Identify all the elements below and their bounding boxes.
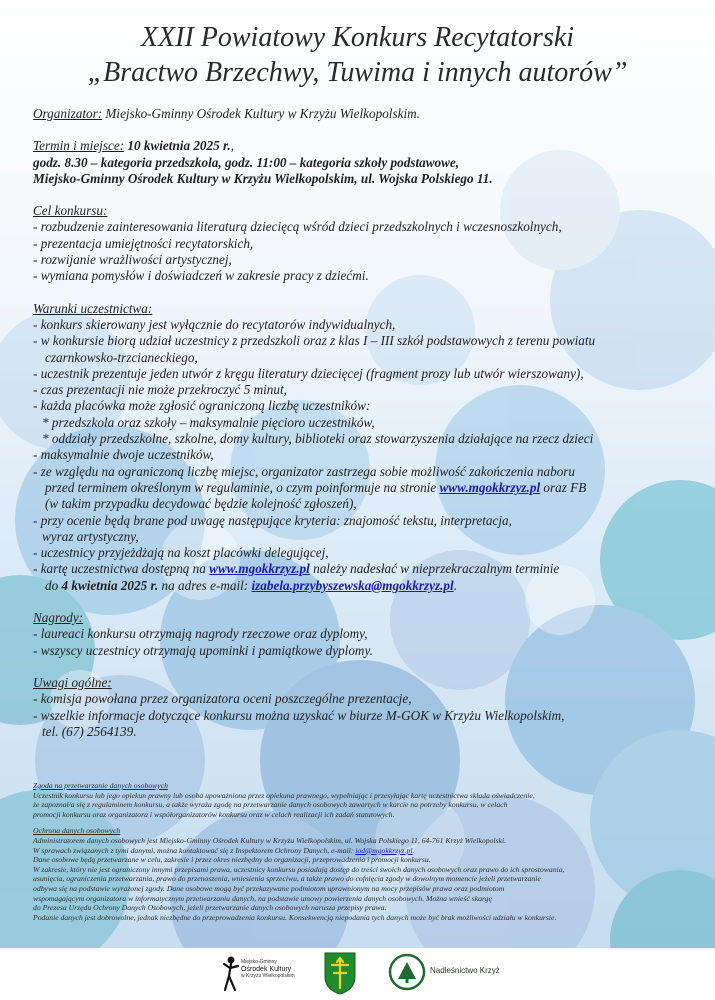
email-link[interactable]: izabela.przybyszewska@mgokkrzyz.pl: [251, 577, 454, 593]
general-item: - wszelkie informacje dotyczące konkursu można uzyskać w biurze M-GOK w Krzyżu Wielkopolskim,: [33, 707, 565, 723]
privacy-line: W zakresie, który nie jest ograniczony innymi przepisami prawa, uczestnicy konkursu posiadają dostęp do treści swoich danych osobowych oraz prawo do ich sprostowania,: [33, 864, 565, 874]
awards-label: Nagrody:: [33, 610, 84, 626]
condition-text: oraz FB: [540, 479, 587, 495]
privacy-line: Dane osobowe będą przetwarzane w celu, zakresie i przez okres niezbędny do organizacji, przeprowadzenia i promocji konkursu.: [33, 855, 431, 865]
consent-line: Uczestnik konkursu lub jego opiekun prawny lub osoba upoważniona przez opiekuna prawnego, wypełniając i przesyłając kartę uczestnictwa składa oświadczenie,: [33, 790, 535, 800]
condition-text: do: [45, 577, 62, 593]
mgok-logo-line2: Ośrodek Kultury: [241, 966, 292, 973]
page-subtitle: „Bractwo Brzechwy, Tuwima i innych autorów”: [87, 57, 628, 88]
privacy-line: [33, 846, 683, 856]
deadline-date: 4 kwietnia 2025 r.: [61, 577, 159, 593]
schedule-line1: [33, 138, 683, 154]
website-link[interactable]: www.mgokkrzyz.pl: [439, 479, 541, 495]
goal-item: - wymiana pomysłów i doświadczeń w zakresie pracy z dziećmi.: [33, 268, 369, 284]
mgok-logo: [223, 954, 303, 998]
privacy-text: .: [412, 845, 415, 855]
condition-item: - uczestnik prezentuje jeden utwór z kręgu literatury dziecięcej (fragment prozy lub utwór wierszowany),: [33, 365, 584, 381]
privacy-line: odbywa się na podstawie wyrażonej zgody. Dane osobowe mogą być przekazywane podmiotom uprawnionym na mocy przepisów prawa oraz podmiotom: [33, 883, 505, 893]
schedule-line3: Miejsko-Gminny Ośrodek Kultury w Krzyżu Wielkopolskim, ul. Wojska Polskiego 11.: [33, 170, 493, 186]
legal-notes: [33, 781, 683, 922]
schedule-label: Termin i miejsce:: [33, 138, 125, 154]
goal-item: - prezentacja umiejętności recytatorskich,: [33, 235, 254, 251]
logo-footer: [0, 948, 715, 1000]
privacy-line: Administratorem danych osobowych jest Miejsko-Gminny Ośrodek Kultury w Krzyżu Wielkopolskim, ul. Wojska Polskiego 11, 64-761 Krzyż Wielkopolski.: [33, 835, 507, 845]
mgok-logo-line3: w Krzyżu Wielkopolskim: [241, 973, 295, 979]
condition-subitem: * przedszkola oraz szkoły – maksymalnie pięcioro uczestników,: [42, 414, 375, 430]
page-title: XXII Powiatowy Konkurs Recytatorski: [140, 22, 575, 53]
privacy-line: wspomagającym organizatora w informatycznym przetwarzaniu danych, na podstawie umowy powierzenia danych osobowych. Można wnieść skargę: [33, 893, 492, 903]
schedule-date-suffix: ,: [230, 138, 235, 154]
condition-item: (w takim przypadku decydować będzie kolejność zgłoszeń),: [45, 496, 357, 512]
condition-item: czarnkowsko-trzcianeckiego,: [45, 349, 198, 365]
award-item: - wszyscy uczestnicy otrzymają upominki i pamiątkowe dyplomy.: [33, 642, 373, 658]
general-item: tel. (67) 2564139.: [42, 723, 137, 739]
condition-item: - ze względu na ograniczoną liczbę miejsc, organizator zastrzega sobie możliwość zakończenia naboru: [33, 463, 576, 479]
organizer-line: [33, 106, 683, 122]
condition-text: - kartę uczestnictwa dostępną na: [33, 561, 210, 577]
condition-item: - każda placówka może zgłosić ograniczoną liczbę uczestników:: [33, 398, 371, 414]
schedule-date: 10 kwietnia 2025 r.: [124, 138, 231, 154]
organizer-value: Miejsko-Gminny Ośrodek Kultury w Krzyżu Wielkopolskim.: [102, 106, 420, 121]
award-item: - laureaci konkursu otrzymają nagrody rzeczowe oraz dyplomy,: [33, 626, 368, 642]
privacy-line: Podanie danych jest dobrowolne, jednak niezbędne do przeprowadzenia konkursu. Konsekwencją niepodania tych danych może być brak możliwości udziału w konkursie.: [33, 912, 557, 922]
goal-item: - rozbudzenie zainteresowania literaturą dziecięcą wśród dzieci przedszkolnych i wczesnoszkolnych,: [33, 219, 562, 235]
condition-text: należy nadesłać w nieprzekraczalnym terminie: [309, 561, 560, 577]
forest-district-name: Nadleśnictwo Krzyż: [430, 966, 500, 975]
condition-item: [33, 561, 683, 577]
consent-line: promocji konkursu oraz organizatora i współorganizatorów konkursu oraz w celach realizacji ich zadań statutowych.: [33, 809, 395, 819]
condition-text: przed terminem określonym w regulaminie, o czym poinformuje na stronie: [45, 479, 440, 495]
condition-item: - konkurs skierowany jest wyłącznie do recytatorów indywidualnych,: [33, 316, 396, 332]
consent-heading: Zgoda na przetwarzanie danych osobowych: [33, 781, 168, 790]
condition-item: - maksymalnie dwoje uczestników,: [33, 447, 214, 463]
website-link-2[interactable]: www.mgokkrzyz.pl: [209, 561, 310, 577]
goal-label: Cel konkursu:: [33, 203, 108, 219]
general-item: - komisja powołana przez organizatora oceni poszczególne prezentacje,: [33, 691, 412, 707]
organizer-label: Organizator:: [33, 106, 103, 121]
condition-item: - czas prezentacji nie może przekroczyć 5 minut,: [33, 382, 287, 398]
conditions-label: Warunki uczestnictwa:: [33, 300, 153, 316]
condition-item: wyraz artystyczny,: [42, 528, 139, 544]
condition-item: [33, 480, 683, 496]
condition-item: - w konkursie biorą udział uczestnicy z przedszkoli oraz z klas I – III szkół podstawowych z terenu powiatu: [33, 333, 596, 349]
condition-text: .: [453, 577, 457, 593]
condition-item: [33, 578, 683, 594]
privacy-line: do Prezesa Urzędu Ochrony Danych Osobowych, jeżeli przetwarzanie danych osobowych narusza przepisy prawa.: [33, 903, 387, 913]
consent-line: że zapoznał/a się z regulaminem konkursu, a także wyraża zgodę na przetwarzanie danych osobowych zawartych w karcie na potrzeby konkursu, w celach: [33, 800, 508, 810]
condition-subitem: * oddziały przedszkolne, szkolne, domy kultury, biblioteki oraz stowarzyszenia działające na rzecz dzieci: [42, 431, 594, 447]
mgok-logo-line1: Miejsko-Gminny: [241, 959, 277, 965]
privacy-line: usunięcia, ograniczenia przetwarzania, prawo do przenoszenia, wniesienia sprzeciwu, a także prawo do cofnięcia zgody w dowolnym momencie jeżeli przetwarzanie: [33, 874, 541, 884]
schedule-line2: godz. 8.30 – kategoria przedszkola, godz. 11:00 – kategoria szkoły podstawowe,: [33, 154, 460, 170]
mgok-logo-text: [241, 959, 295, 980]
privacy-heading: Ochrona danych osobowych: [33, 826, 121, 836]
coat-of-arms-icon: [323, 951, 357, 995]
iod-email-link[interactable]: iod@mgokkrzyz.pl: [355, 845, 413, 855]
condition-item: - przy ocenie będą brane pod uwagę następujące kryteria: znajomość tekstu, interpretacja,: [33, 512, 512, 528]
forest-district-logo-icon: [388, 952, 426, 992]
condition-text: na adres e-mail:: [158, 577, 252, 593]
goal-item: - rozwijanie wrażliwości artystycznej,: [33, 252, 232, 268]
privacy-text: W sprawach związanych z tymi danymi, można kontaktować się z Inspektorem Ochrony Danych, e-mail:: [33, 845, 356, 855]
general-label: Uwagi ogólne:: [33, 674, 112, 690]
regulations-body: [33, 106, 683, 740]
condition-item: - uczestnicy przyjeżdżają na koszt placówki delegującej,: [33, 545, 329, 561]
dancer-figure-icon: [223, 956, 239, 994]
